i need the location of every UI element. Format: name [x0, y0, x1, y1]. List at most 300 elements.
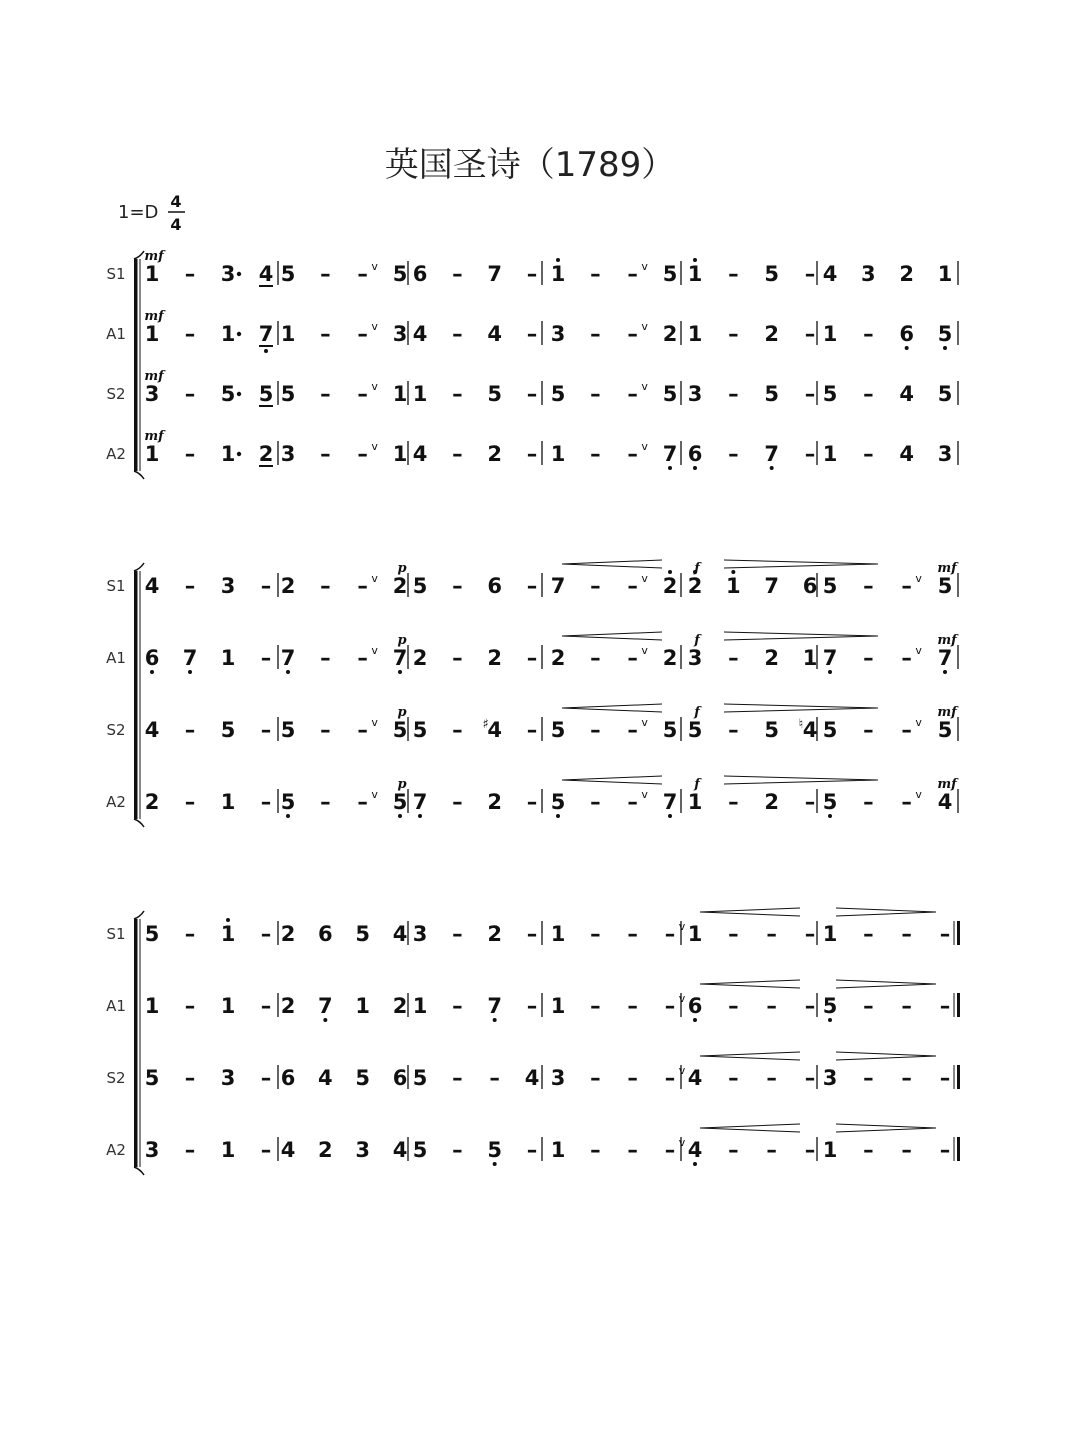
note: 1 [220, 994, 236, 1018]
voice-label: A2 [106, 793, 126, 811]
measure [688, 922, 816, 946]
note: 5 [822, 790, 838, 814]
dash: – [863, 922, 874, 946]
breath-mark: v [371, 716, 378, 729]
crescendo-hairpin [700, 1052, 800, 1060]
dash: – [320, 262, 331, 286]
measure [823, 561, 959, 598]
dash: – [452, 382, 463, 406]
dash: – [664, 1066, 676, 1090]
note: 3 [822, 1066, 838, 1090]
octave-dot-low [323, 1018, 327, 1022]
measure [281, 705, 408, 742]
dash: – [184, 382, 196, 406]
dash: – [452, 922, 463, 946]
note: 1 [822, 322, 838, 346]
note: 5 [662, 718, 678, 742]
note: 5 [280, 790, 296, 814]
dash: – [260, 922, 272, 946]
final-barline-thick [957, 921, 960, 945]
staff-a1 [106, 309, 958, 353]
crescendo-hairpin [700, 1124, 800, 1132]
dash: – [260, 790, 272, 814]
breath-mark: v [641, 572, 648, 585]
dash: – [728, 994, 739, 1018]
dash: – [901, 922, 912, 946]
note: 1 [392, 382, 408, 406]
dash: – [863, 442, 874, 466]
voice-label: S2 [106, 385, 126, 403]
dash: – [728, 382, 739, 406]
final-barline-thick [957, 1137, 960, 1161]
measure [145, 918, 272, 946]
octave-dot-low [150, 670, 154, 674]
measure [551, 320, 678, 346]
crescendo-hairpin [562, 560, 662, 568]
note: 3 [280, 442, 296, 466]
staff-s2 [106, 704, 959, 742]
note: 3 [412, 922, 428, 946]
key-signature: 1=D [118, 202, 159, 223]
dash: – [184, 262, 196, 286]
dash: – [664, 922, 676, 946]
dynamic-mark: mf [937, 705, 957, 720]
note: 6 [412, 262, 428, 286]
note: 2 [280, 574, 296, 598]
decrescendo-hairpin [724, 560, 878, 568]
note: 5 [412, 718, 428, 742]
octave-dot-low [264, 349, 268, 353]
dash: – [590, 322, 601, 346]
note: 5 [280, 262, 296, 286]
octave-dot-low [770, 466, 774, 470]
note: 1 [144, 322, 160, 346]
note: 3 [144, 1138, 160, 1162]
measure [551, 1064, 686, 1090]
breath-mark: v [915, 716, 922, 729]
dash: – [804, 922, 816, 946]
dash: – [901, 790, 912, 814]
measure [145, 574, 272, 598]
dash: – [184, 994, 196, 1018]
dash: – [804, 1138, 816, 1162]
note: 1 [687, 262, 703, 286]
dash: – [526, 922, 538, 946]
dash: – [590, 922, 601, 946]
note: 2 [144, 790, 160, 814]
dash: – [590, 718, 601, 742]
measure [551, 992, 686, 1018]
measure [413, 262, 538, 286]
note: 7 [258, 322, 274, 346]
breath-mark: v [915, 572, 922, 585]
augmentation-dot [237, 332, 241, 336]
dash: – [452, 718, 463, 742]
breath-mark: v [371, 572, 378, 585]
note: 7 [318, 994, 333, 1018]
measure [551, 1136, 686, 1162]
augmentation-dot [237, 452, 241, 456]
dash: – [728, 646, 739, 670]
measure [145, 994, 272, 1018]
dash: – [590, 646, 601, 670]
dash: – [452, 1066, 463, 1090]
dash: – [728, 790, 739, 814]
breath-mark: v [371, 380, 378, 393]
breath-mark: v [641, 380, 648, 393]
bracket-hook-top [134, 911, 144, 919]
note: 2 [487, 790, 502, 814]
breath-mark: v [678, 992, 686, 1005]
measure [551, 380, 678, 406]
note: 7 [937, 646, 953, 670]
octave-dot-low [418, 814, 422, 818]
note: 5 [937, 718, 953, 742]
measure [413, 322, 538, 346]
dash: – [260, 718, 272, 742]
dash: – [901, 994, 912, 1018]
breath-mark: v [678, 920, 686, 933]
dash: – [728, 718, 739, 742]
note: 5 [822, 994, 838, 1018]
note: 5 [764, 382, 779, 406]
note: 5 [412, 1138, 428, 1162]
octave-dot-low [668, 466, 672, 470]
note: 1 [392, 442, 408, 466]
note: 4 [144, 574, 160, 598]
note: 4 [822, 262, 838, 286]
breath-mark: v [678, 1064, 686, 1077]
dash: – [863, 322, 874, 346]
bracket-hook-top [134, 251, 144, 259]
note: 7 [662, 790, 678, 814]
note: 5 [258, 382, 274, 406]
octave-dot-low [188, 670, 192, 674]
note: 1 [220, 922, 236, 946]
note: 1 [220, 322, 236, 346]
octave-dot-low [493, 1162, 497, 1166]
note: 2 [392, 574, 408, 598]
note: 5 [550, 382, 566, 406]
dash: – [526, 262, 538, 286]
note: 4 [802, 718, 818, 742]
dash: – [804, 382, 816, 406]
dash: – [357, 442, 368, 466]
dash: – [728, 262, 739, 286]
dash: – [260, 1066, 272, 1090]
augmentation-dot [237, 272, 241, 276]
dynamic-mark: f [694, 561, 700, 576]
breath-mark: v [371, 644, 378, 657]
dash: – [627, 382, 638, 406]
dash: – [590, 262, 601, 286]
breath-mark: v [678, 1136, 686, 1149]
dash: – [526, 322, 538, 346]
note: 4 [412, 442, 428, 466]
note: 2 [764, 322, 779, 346]
measure [823, 922, 951, 946]
dash: – [452, 262, 463, 286]
note: 4 [899, 382, 914, 406]
dash: – [627, 262, 638, 286]
note: 7 [764, 574, 779, 598]
note: 3 [550, 1066, 566, 1090]
dynamic-mark: p [397, 705, 407, 720]
note: 4 [280, 1138, 296, 1162]
staff-s1 [106, 908, 960, 946]
dash: – [590, 442, 601, 466]
octave-dot-low [286, 814, 290, 818]
breath-mark: v [915, 644, 922, 657]
system-bracket [134, 919, 138, 1167]
dash: – [766, 1066, 777, 1090]
measure [281, 1138, 408, 1162]
breath-mark: v [371, 440, 378, 453]
note: 2 [487, 442, 502, 466]
staff-a2 [106, 776, 959, 818]
dash: – [664, 1138, 676, 1162]
dynamic-mark: f [694, 633, 700, 648]
note: 4 [524, 1066, 540, 1090]
note: 5 [822, 382, 838, 406]
note: 2 [258, 442, 274, 466]
dash: – [627, 718, 638, 742]
octave-dot-low [943, 346, 947, 350]
note: 7 [764, 442, 779, 466]
note: 6 [899, 322, 914, 346]
measure [823, 633, 959, 674]
octave-dot-low [286, 670, 290, 674]
staff-a1 [106, 632, 959, 674]
staff-a2 [106, 429, 958, 470]
note: 4 [687, 1066, 703, 1090]
octave-dot-low [493, 1018, 497, 1022]
measure [413, 442, 538, 466]
octave-dot-low [828, 1018, 832, 1022]
measure [823, 322, 953, 350]
note: 1 [412, 994, 428, 1018]
dash: – [452, 322, 463, 346]
note: 3 [220, 262, 236, 286]
voice-label: A1 [106, 997, 126, 1015]
decrescendo-hairpin [724, 704, 878, 712]
measure [281, 633, 408, 674]
note: 1 [220, 646, 236, 670]
score-systems [106, 249, 960, 1175]
dash: – [357, 646, 368, 670]
note: 6 [144, 646, 160, 670]
dash: – [804, 442, 816, 466]
dynamic-mark: mf [144, 429, 164, 444]
note: 3 [687, 382, 703, 406]
accidental: ♮ [798, 717, 804, 732]
note: 4 [487, 322, 502, 346]
note: 7 [182, 646, 198, 670]
note: 5 [487, 382, 502, 406]
measure [413, 717, 538, 742]
octave-dot-high [731, 570, 735, 574]
octave-dot-low [398, 814, 402, 818]
decrescendo-hairpin [836, 908, 936, 916]
dash: – [452, 1138, 463, 1162]
bracket-hook-bottom [134, 471, 144, 479]
dash: – [260, 574, 272, 598]
dash: – [590, 574, 601, 598]
note: 1 [726, 574, 741, 598]
note: 5 [220, 382, 236, 406]
system-bracket [134, 571, 138, 819]
dash: – [526, 994, 538, 1018]
dash: – [627, 922, 638, 946]
note: 3 [687, 646, 703, 670]
note: 1 [550, 262, 566, 286]
octave-dot-high [556, 258, 560, 262]
measure [823, 442, 953, 466]
note: 5 [822, 574, 838, 598]
note: 2 [764, 790, 779, 814]
measure [688, 322, 816, 346]
dynamic-mark: mf [144, 309, 164, 324]
measure [688, 258, 816, 286]
note: 2 [687, 574, 703, 598]
dash: – [320, 322, 331, 346]
note: 3 [550, 322, 566, 346]
breath-mark: v [641, 788, 648, 801]
note: 4 [258, 262, 274, 286]
note: 5 [220, 718, 236, 742]
note: 2 [280, 994, 296, 1018]
note: 5 [280, 718, 296, 742]
bracket-hook-top [134, 563, 144, 571]
dash: – [260, 1138, 272, 1162]
note: 1 [822, 442, 838, 466]
note: 3 [392, 322, 408, 346]
dash: – [728, 922, 739, 946]
octave-dot-high [668, 570, 672, 574]
measure [281, 994, 408, 1022]
dash: – [627, 1138, 638, 1162]
note: 6 [802, 574, 818, 598]
note: 5 [144, 922, 160, 946]
dash: – [184, 442, 196, 466]
breath-mark: v [641, 716, 648, 729]
decrescendo-hairpin [836, 1124, 936, 1132]
dash: – [939, 1066, 951, 1090]
voice-label: A2 [106, 445, 126, 463]
dash: – [526, 574, 538, 598]
measure [551, 258, 678, 286]
dash: – [728, 442, 739, 466]
dash: – [590, 382, 601, 406]
dynamic-mark: f [694, 705, 700, 720]
system-3 [106, 908, 960, 1175]
octave-dot-low [556, 814, 560, 818]
note: 5 [687, 718, 703, 742]
dash: – [526, 442, 538, 466]
note: 4 [899, 442, 914, 466]
note: 4 [392, 922, 408, 946]
octave-dot-low [828, 814, 832, 818]
octave-dot-low [693, 466, 697, 470]
note: 4 [144, 718, 160, 742]
note: 4 [487, 718, 502, 742]
note: 5 [662, 382, 678, 406]
measure [281, 777, 408, 818]
note: 4 [412, 322, 428, 346]
note: 4 [937, 790, 953, 814]
final-barline-thick [957, 1065, 960, 1089]
note: 2 [662, 574, 678, 598]
dash: – [804, 790, 816, 814]
dash: – [526, 1138, 538, 1162]
dash: – [627, 442, 638, 466]
note: 1 [687, 922, 703, 946]
decrescendo-hairpin [836, 980, 936, 988]
measure [551, 788, 678, 818]
dash: – [728, 1138, 739, 1162]
measure [688, 994, 816, 1022]
voice-label: S2 [106, 721, 126, 739]
measure [145, 718, 272, 742]
dash: – [590, 790, 601, 814]
dash: – [357, 718, 368, 742]
decrescendo-hairpin [724, 632, 878, 640]
note: 6 [687, 442, 703, 466]
dash: – [901, 646, 912, 670]
dynamic-mark: mf [144, 249, 164, 264]
note: 6 [280, 1066, 296, 1090]
dash: – [939, 994, 951, 1018]
measure [823, 1138, 951, 1162]
dash: – [901, 1066, 912, 1090]
staff-s1 [106, 560, 959, 598]
dynamic-mark: mf [937, 633, 957, 648]
measure [823, 777, 959, 818]
note: 1 [550, 442, 566, 466]
dash: – [320, 790, 331, 814]
note: 6 [487, 574, 502, 598]
dash: – [804, 994, 816, 1018]
note: 1 [687, 790, 703, 814]
note: 1 [355, 994, 370, 1018]
note: 1 [280, 322, 296, 346]
dash: – [452, 994, 463, 1018]
note: 7 [550, 574, 566, 598]
voice-label: A1 [106, 649, 126, 667]
note: 5 [822, 718, 838, 742]
measure [823, 994, 951, 1022]
dynamic-mark: p [397, 633, 407, 648]
breath-mark: v [371, 320, 378, 333]
dash: – [357, 262, 368, 286]
dash: – [590, 1066, 601, 1090]
dash: – [863, 1066, 874, 1090]
note: 4 [318, 1066, 333, 1090]
dash: – [184, 1066, 196, 1090]
dash: – [939, 1138, 951, 1162]
measure [551, 440, 678, 470]
note: 7 [412, 790, 428, 814]
note: 7 [822, 646, 838, 670]
measure [281, 440, 408, 466]
dash: – [184, 322, 196, 346]
note: 5 [355, 1066, 370, 1090]
staff-s1 [106, 249, 958, 286]
note: 6 [687, 994, 703, 1018]
measure [281, 320, 408, 346]
note: 6 [392, 1066, 408, 1090]
measure [823, 705, 959, 742]
